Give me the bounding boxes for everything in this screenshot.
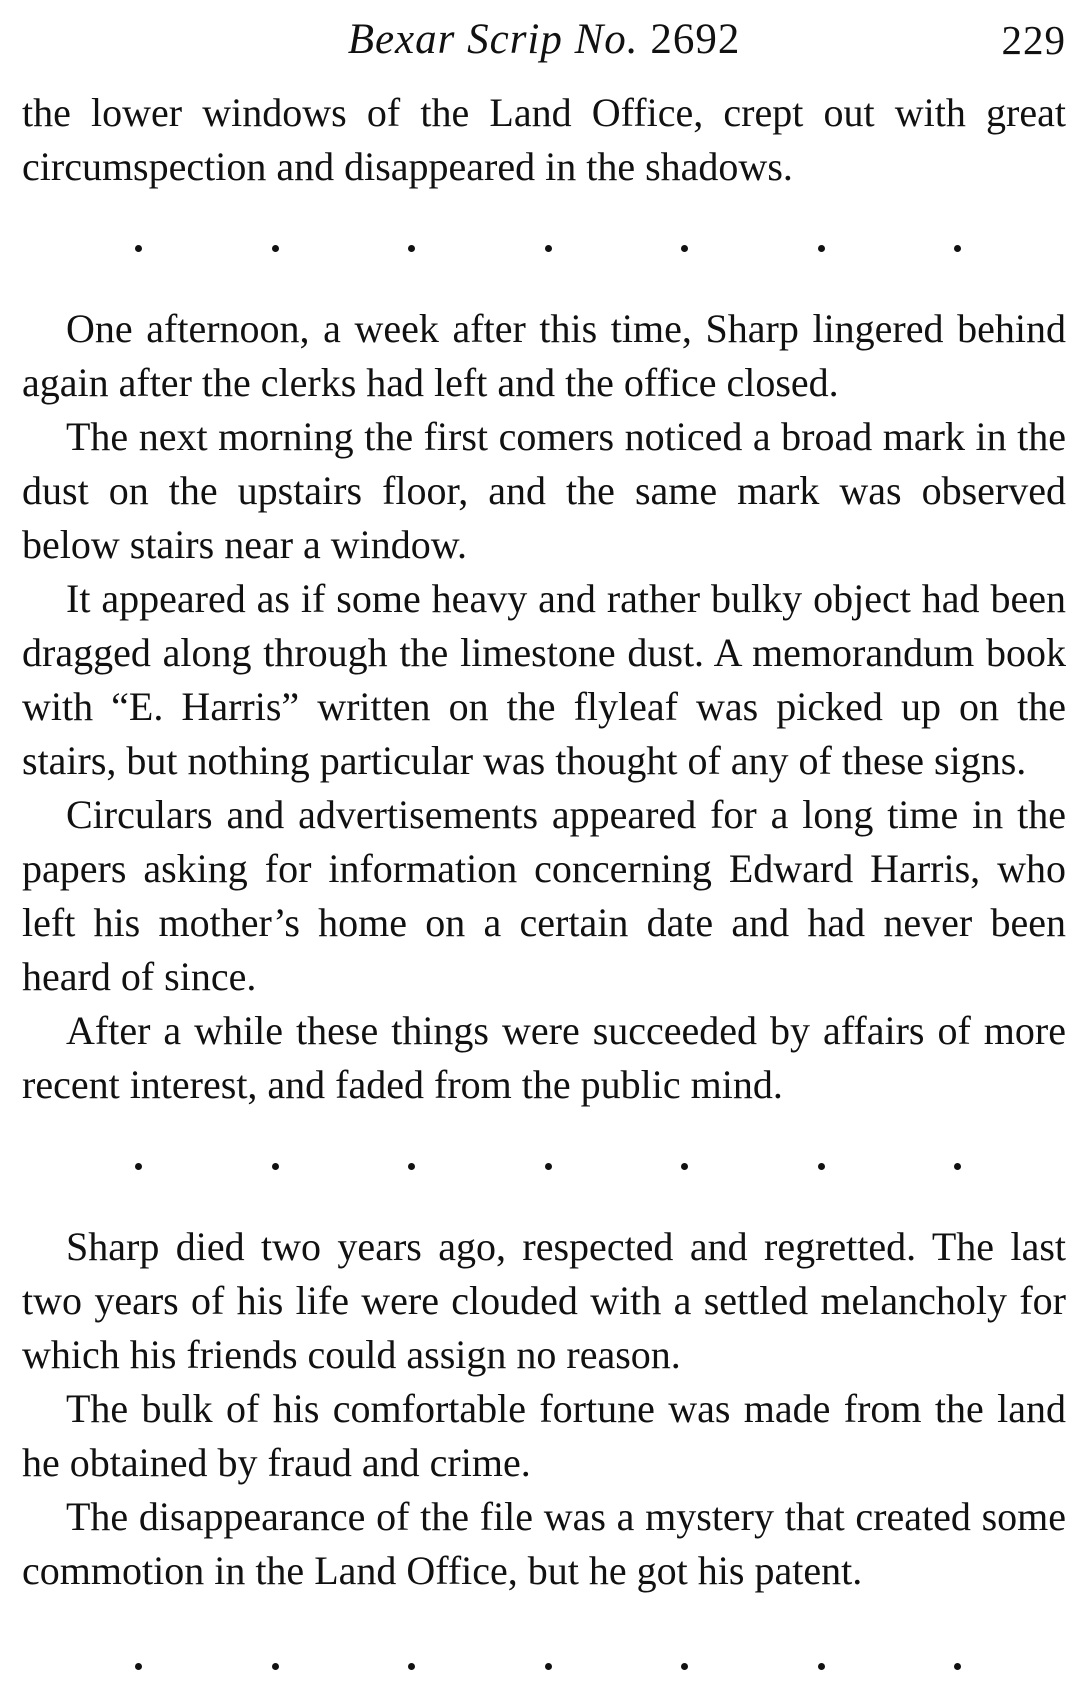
ellipsis-dot [954,1163,961,1170]
paragraph-5: Circulars and advertisements appeared for a long time in the papers asking for information concerning Edward Harris, who left his mother’s home on a certain date and had never been heard of since. [22,792,1066,999]
running-title-text: Bexar Scrip No. [347,16,639,63]
ellipsis-dot [545,245,552,252]
book-page [22,0,1066,1670]
ellipsis-dot [135,1663,142,1670]
body-text [22,86,1066,1670]
section-break-3 [22,1598,1066,1670]
ellipsis-dot [818,245,825,252]
paragraph-8: The bulk of his comfortable fortune was made from the land he obtained by fraud and crime. [22,1386,1066,1485]
ellipsis-dot [408,1663,415,1670]
ellipsis-dot [681,245,688,252]
ellipsis-dot [545,1663,552,1670]
ellipsis-dot [545,1163,552,1170]
ellipsis-dot [135,1163,142,1170]
paragraph-7: Sharp died two years ago, respected and regretted. The last two years of his life were clouded with a settled melancholy for which his friends could assign no reason. [22,1224,1066,1377]
ellipsis-dot [272,245,279,252]
ellipsis-dot [681,1163,688,1170]
running-header [22,0,1066,86]
running-title-number: 2692 [650,16,741,63]
ellipsis-dot [954,245,961,252]
section-break-1 [22,194,1066,302]
section-break-2 [22,1112,1066,1220]
paragraph-6: After a while these things were succeeded by affairs of more recent interest, and faded from the public mind. [22,1008,1066,1107]
ellipsis-dot [135,245,142,252]
paragraph-9: The disappearance of the file was a mystery that created some commotion in the Land Office, but he got his patent. [22,1494,1066,1593]
paragraph-1: the lower windows of the Land Office, crept out with great circumspection and disappeared in the shadows. [22,90,1066,189]
ellipsis-dot [272,1663,279,1670]
ellipsis-dot [818,1663,825,1670]
ellipsis-dot [408,245,415,252]
ellipsis-dot [818,1163,825,1170]
paragraph-3: The next morning the first comers noticed a broad mark in the dust on the upstairs floor, and the same mark was observed below stairs near a window. [22,414,1066,567]
paragraph-2: One afternoon, a week after this time, Sharp lingered behind again after the clerks had left and the office closed. [22,306,1066,405]
paragraph-4: It appeared as if some heavy and rather bulky object had been dragged along through the limestone dust. A memorandum book with “E. Harris” written on the flyleaf was picked up on the stairs, but nothing particular was thought of any of these signs. [22,576,1066,783]
ellipsis-dot [954,1663,961,1670]
running-title [22,14,1066,66]
ellipsis-dot [681,1663,688,1670]
ellipsis-dot [408,1163,415,1170]
page-number: 229 [1001,17,1066,63]
ellipsis-dot [272,1163,279,1170]
